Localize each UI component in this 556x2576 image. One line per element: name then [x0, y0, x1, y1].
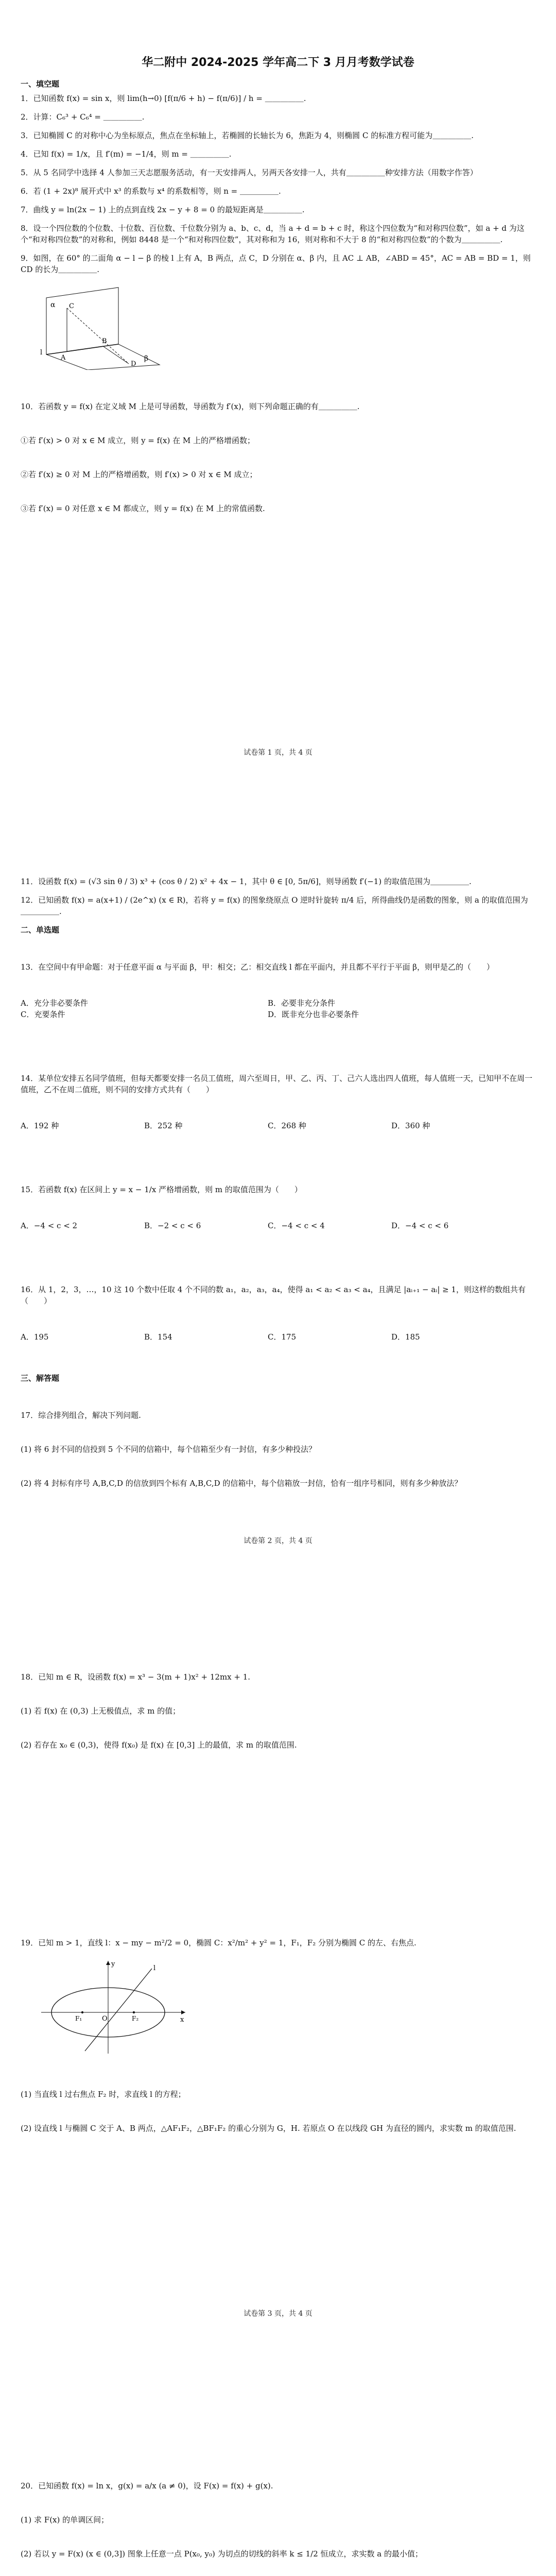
question-17-stem: 17．综合排列组合，解决下列问题.	[21, 1411, 141, 1420]
choice-d[interactable]: D．既非充分也非必要条件	[268, 1010, 359, 1019]
ellipse-figure	[36, 1956, 190, 2059]
label-l: l	[153, 1964, 156, 1972]
question-11: 11．设函数 f(x) = (√3 sin θ / 3) x³ + (cos θ / 2) x² + 4x − 1，其中 θ ∈ [0, 5π/6]，则导函数 f′(−1) 的取值范围为＿＿＿＿＿.	[21, 877, 472, 886]
question-16-stem: 16．从 1，2，3，…，10 这 10 个数中任取 4 个不同的数 a₁，a₂，a₃，a₄，使得 a₁ < a₂ < a₃ < a₄，且满足 |aᵢ₊₁ − aᵢ| ≥ 1，则这样的数组共有（ ）	[21, 1285, 526, 1306]
x-axis-arrow	[181, 2010, 185, 2014]
line-l	[85, 1969, 152, 2051]
question-10	[21, 378, 535, 537]
section-fill: 一、填空题	[21, 79, 60, 89]
choice-b[interactable]: B．必要非充分条件	[268, 998, 336, 1008]
choice-c[interactable]: C．充要条件	[21, 1010, 65, 1019]
segment-ab	[67, 346, 103, 351]
choice-b[interactable]: B．−2 < c < 6	[144, 1221, 201, 1230]
question-2: 2．计算：C₆³ + C₆⁴ = ＿＿＿＿＿.	[21, 112, 145, 122]
label-c: C	[69, 302, 74, 310]
label-d: D	[131, 360, 136, 368]
choice-b[interactable]: B．252 种	[144, 1121, 183, 1130]
question-10-item-2: ②若 f′(x) ≥ 0 对 M 上的严格增函数，则 f′(x) > 0 对 x ∈ M 成立；	[21, 470, 257, 479]
page-2-content	[21, 876, 535, 1519]
question-12: 12．已知函数 f(x) = a(x+1) / (2e^x) (x ∈ R)，若将 y = f(x) 的图象绕原点 O 逆时针旋转 π/4 后，所得曲线仍是函数的图象，则 a 的取值范围为＿＿＿＿＿.	[21, 895, 528, 916]
question-18-stem: 18．已知 m ∈ R，设函数 f(x) = x³ − 3(m + 1)x² + 12mx + 1.	[21, 1672, 251, 1682]
page-1-footer: 试卷第 1 页，共 4 页	[244, 749, 312, 757]
question-10-item-1: ①若 f′(x) > 0 对 x ∈ M 成立，则 y = f(x) 在 M 上的严格增函数；	[21, 436, 255, 445]
question-17-part-1: (1) 将 6 封不同的信投到 5 个不同的信箱中，每个信箱至少有一封信，有多少种投法？	[21, 1445, 317, 1454]
question-10-stem: 10．若函数 y = f(x) 在定义域 M 上是可导函数，导函数为 f′(x)，则下列命题正确的有＿＿＿＿＿.	[21, 402, 360, 411]
question-18-part-2: (2) 若存在 x₀ ∈ (0,3)，使得 f(x₀) 是 f(x) 在 [0,3] 上的最值，求 m 的取值范围.	[21, 1740, 297, 1750]
page-1-content	[21, 77, 535, 544]
dihedral-angle-figure	[36, 282, 170, 370]
page-2-footer: 试卷第 2 页，共 4 页	[244, 1537, 312, 1545]
question-15-choices	[21, 1220, 535, 1231]
label-f2: F₂	[132, 2015, 139, 2022]
question-15	[21, 1161, 535, 1254]
segment-bd	[103, 346, 129, 364]
question-10-item-3: ③若 f′(x) = 0 对任意 x ∈ M 都成立，则 y = f(x) 在 M 上的常值函数.	[21, 504, 265, 513]
label-x: x	[180, 2016, 184, 2024]
question-13	[21, 939, 535, 1043]
question-20	[21, 2458, 535, 2576]
label-alpha: α	[50, 301, 56, 309]
choice-a[interactable]: A．195	[21, 1332, 49, 1342]
page-3-content-q19	[21, 1937, 535, 2164]
question-3: 3．已知椭圆 C 的对称中心为坐标原点，焦点在坐标轴上，若椭圆的长轴长为 6，焦距为 4，则椭圆 C 的标准方程可能为＿＿＿＿＿.	[21, 131, 474, 140]
question-17	[21, 1387, 535, 1512]
choice-c[interactable]: C．−4 < c < 4	[268, 1221, 325, 1230]
choice-d[interactable]: D．360 种	[391, 1121, 430, 1130]
question-16-choices	[21, 1331, 535, 1343]
question-14-choices	[21, 1120, 535, 1131]
question-20-part-2: (2) 若以 y = F(x) (x ∈ (0,3]) 图象上任意一点 P(x₀, y₀) 为切点的切线的斜率 k ≤ 1/2 恒成立，求实数 a 的最小值；	[21, 2549, 423, 2558]
question-1: 1．已知函数 f(x) = sin x，则 lim(h→0) [f(π/6 + h) − f(π/6)] / h = ＿＿＿＿＿.	[21, 94, 306, 103]
choice-a[interactable]: A．充分非必要条件	[21, 998, 88, 1008]
section-solve: 三、解答题	[21, 1374, 60, 1383]
choice-b[interactable]: B．154	[144, 1332, 172, 1342]
question-14	[21, 1050, 535, 1154]
choice-a[interactable]: A．192 种	[21, 1121, 59, 1130]
choice-d[interactable]: D．185	[391, 1332, 420, 1342]
focus-f2	[133, 2011, 135, 2013]
question-13-choices	[21, 997, 535, 1020]
question-6: 6．若 (1 + 2x)⁸ 展开式中 x³ 的系数与 x⁴ 的系数相等，则 n = ＿＿＿＿＿.	[21, 187, 281, 196]
label-beta: β	[144, 354, 149, 363]
question-20-stem: 20．已知函数 f(x) = ln x，g(x) = a/x (a ≠ 0)，设 F(x) = f(x) + g(x).	[21, 2481, 273, 2490]
label-y: y	[111, 1960, 115, 1968]
page-3-content	[21, 1649, 535, 1781]
label-origin: O	[102, 2015, 108, 2023]
question-19-stem: 19．已知 m > 1，直线 l：x − my − m²/2 = 0，椭圆 C：x²/m² + y² = 1，F₁，F₂ 分别为椭圆 C 的左、右焦点.	[21, 1938, 416, 1947]
question-15-stem: 15．若函数 f(x) 在区间上 y = x − 1/x 严格增函数，则 m 的取值范围为（ ）	[21, 1185, 302, 1194]
question-13-stem: 13．在空间中有甲命题：对于任意平面 α 与平面 β，甲：相交；乙：相交直线 l 都在平面内，并且都不平行于平面 β，则甲是乙的（ ）	[21, 962, 494, 972]
question-19-part-1: (1) 当直线 l 过右焦点 F₂ 时，求直线 l 的方程；	[21, 2090, 186, 2099]
question-20-part-1: (1) 求 F(x) 的单调区间；	[21, 2515, 109, 2524]
choice-d[interactable]: D．−4 < c < 6	[391, 1221, 449, 1230]
question-19-parts	[21, 2066, 535, 2157]
page-3-footer: 试卷第 3 页，共 4 页	[244, 2310, 312, 2318]
question-14-stem: 14．某单位安排五名同学值班，但每天都要安排一名员工值班，周六至周日，甲、乙、丙、丁、己六人选出四人值班，每人值班一天，已知甲不在周一值班，乙不在周二值班，则不同的安排方式共有（ ）	[21, 1074, 533, 1094]
question-4: 4．已知 f(x) = 1/x，且 f′(m) = −1/4，则 m = ＿＿＿＿＿.	[21, 149, 232, 159]
choice-c[interactable]: C．175	[268, 1332, 297, 1342]
segment-cd	[67, 308, 129, 364]
question-17-part-2: (2) 将 4 封标有序号 A,B,C,D 的信放到四个标有 A,B,C,D 的信箱中，每个信箱放一封信，恰有一组序号相同，则有多少种放法？	[21, 1479, 462, 1488]
question-7: 7．曲线 y = ln(2x − 1) 上的点到直线 2x − y + 8 = 0 的最短距离是＿＿＿＿＿.	[21, 205, 305, 214]
question-18-part-1: (1) 若 f(x) 在 (0,3) 上无极值点，求 m 的值；	[21, 1706, 181, 1716]
choice-a[interactable]: A．−4 < c < 2	[21, 1221, 78, 1230]
question-8: 8．设一个四位数的个位数、十位数、百位数、千位数分别为 a、b、c、d，当 a + d = b + c 时，称这个四位数为“和对称四位数”，如 a + d 为这个“和对称四位数”的对称和，例如 8448 是一个“和对称四位数”，其对称和为 16，则对称和不大于 8 的“和对称四位数”的个数为＿＿＿＿＿.	[21, 224, 525, 244]
question-5: 5．从 5 名同学中选择 4 人参加三天志愿服务活动，有一天安排两人，另两天各安排一人，共有＿＿＿＿＿种安排方法（用数字作答）	[21, 168, 478, 177]
question-19-part-2: (2) 设直线 l 与椭圆 C 交于 A、B 两点，△AF₁F₂，△BF₁F₂ 的重心分别为 G，H. 若原点 O 在以线段 GH 为直径的圆内，求实数 m 的取值范围.	[21, 2124, 516, 2133]
choice-c[interactable]: C．268 种	[268, 1121, 306, 1130]
question-9: 9．如图，在 60° 的二面角 α − l − β 的棱 l 上有 A，B 两点，点 C，D 分别在 α、β 内，且 AC ⊥ AB，∠ABD = 45°，AC = AB = BD = 1，则 CD 的长为＿＿＿＿＿.	[21, 253, 533, 274]
label-f1: F₁	[75, 2015, 82, 2022]
focus-f1	[81, 2011, 83, 2013]
label-l: l	[40, 349, 43, 357]
exam-title: 华二附中 2024-2025 学年高二下 3 月月考数学试卷	[142, 56, 414, 69]
label-a: A	[61, 354, 66, 362]
question-16	[21, 1261, 535, 1365]
y-axis-arrow	[106, 1961, 110, 1965]
section-single: 二、单选题	[21, 925, 60, 935]
question-18	[21, 1649, 535, 1773]
label-b: B	[102, 337, 107, 345]
page-4-content	[21, 2458, 535, 2576]
